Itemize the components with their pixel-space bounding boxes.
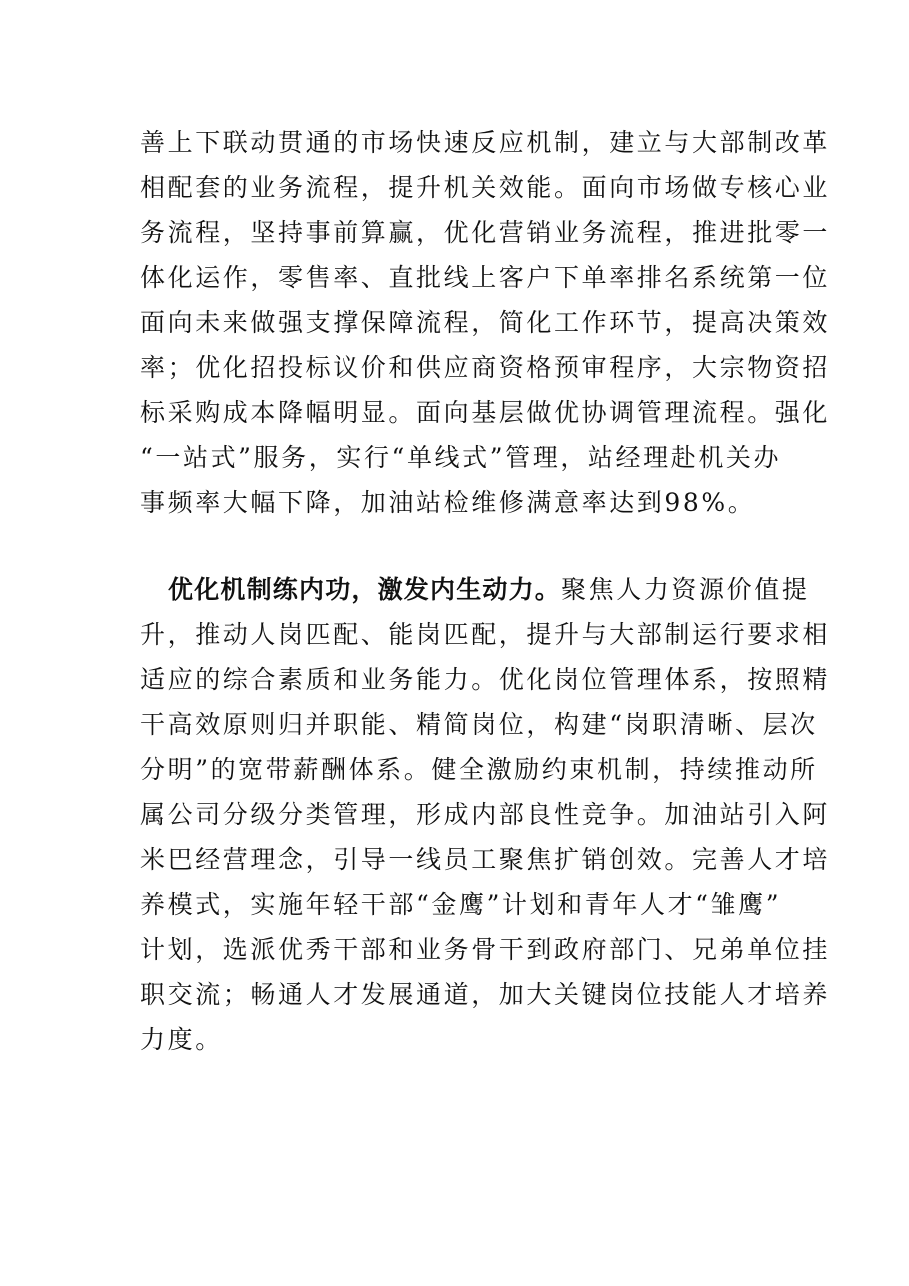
paragraph-line: 标采购成本降幅明显。面向基层做优协调管理流程。强化 <box>140 398 831 427</box>
paragraph-line: 升，推动人岗匹配、能岗匹配，提升与大部制运行要求相 <box>140 620 831 649</box>
paragraph-line: 率；优化招投标议价和供应商资格预审程序，大宗物资招 <box>140 353 831 382</box>
paragraph-heading: 优化机制练内功，激发内生动力。 <box>168 575 562 604</box>
paragraph-2 <box>140 567 831 1062</box>
paragraph-line: 养模式，实施年轻干部“金鹰”计划和青年人才“雏鹰” <box>140 890 782 919</box>
paragraph-line: 事频率大幅下降，加油站检维修满意率达到98%。 <box>140 488 756 517</box>
paragraph-line: 职交流；畅通人才发展通道，加大关键岗位技能人才培养 <box>140 980 831 1009</box>
paragraph-line: 适应的综合素质和业务能力。优化岗位管理体系，按照精 <box>140 665 831 694</box>
paragraph-line: 务流程，坚持事前算赢，优化营销业务流程，推进批零一 <box>140 218 831 247</box>
paragraph-line: 分明”的宽带薪酬体系。健全激励约束机制，持续推动所 <box>140 755 818 784</box>
paragraph-line: 体化运作，零售率、直批线上客户下单率排名系统第一位 <box>140 263 831 292</box>
paragraph-line: 属公司分级分类管理，形成内部良性竞争。加油站引入阿 <box>140 800 831 829</box>
paragraph-first-line <box>140 567 810 612</box>
paragraph-line: 善上下联动贯通的市场快速反应机制，建立与大部制改革 <box>140 128 831 157</box>
paragraph-1 <box>140 120 831 525</box>
paragraph-line: 计划，选派优秀干部和业务骨干到政府部门、兄弟单位挂 <box>140 935 831 964</box>
paragraph-line: 米巴经营理念，引导一线员工聚焦扩销创效。完善人才培 <box>140 845 831 874</box>
paragraph-line: 干高效原则归并职能、精简岗位，构建“岗职清晰、层次 <box>140 710 818 739</box>
paragraph-heading-rest: 聚焦人力资源价值提 <box>561 575 810 604</box>
paragraph-line: “一站式”服务，实行“单线式”管理，站经理赴机关办 <box>140 443 782 472</box>
paragraph-line: 力度。 <box>140 1025 223 1054</box>
paragraph-line: 面向未来做强支撑保障流程，简化工作环节，提高决策效 <box>140 308 831 337</box>
paragraph-line: 相配套的业务流程，提升机关效能。面向市场做专核心业 <box>140 173 831 202</box>
